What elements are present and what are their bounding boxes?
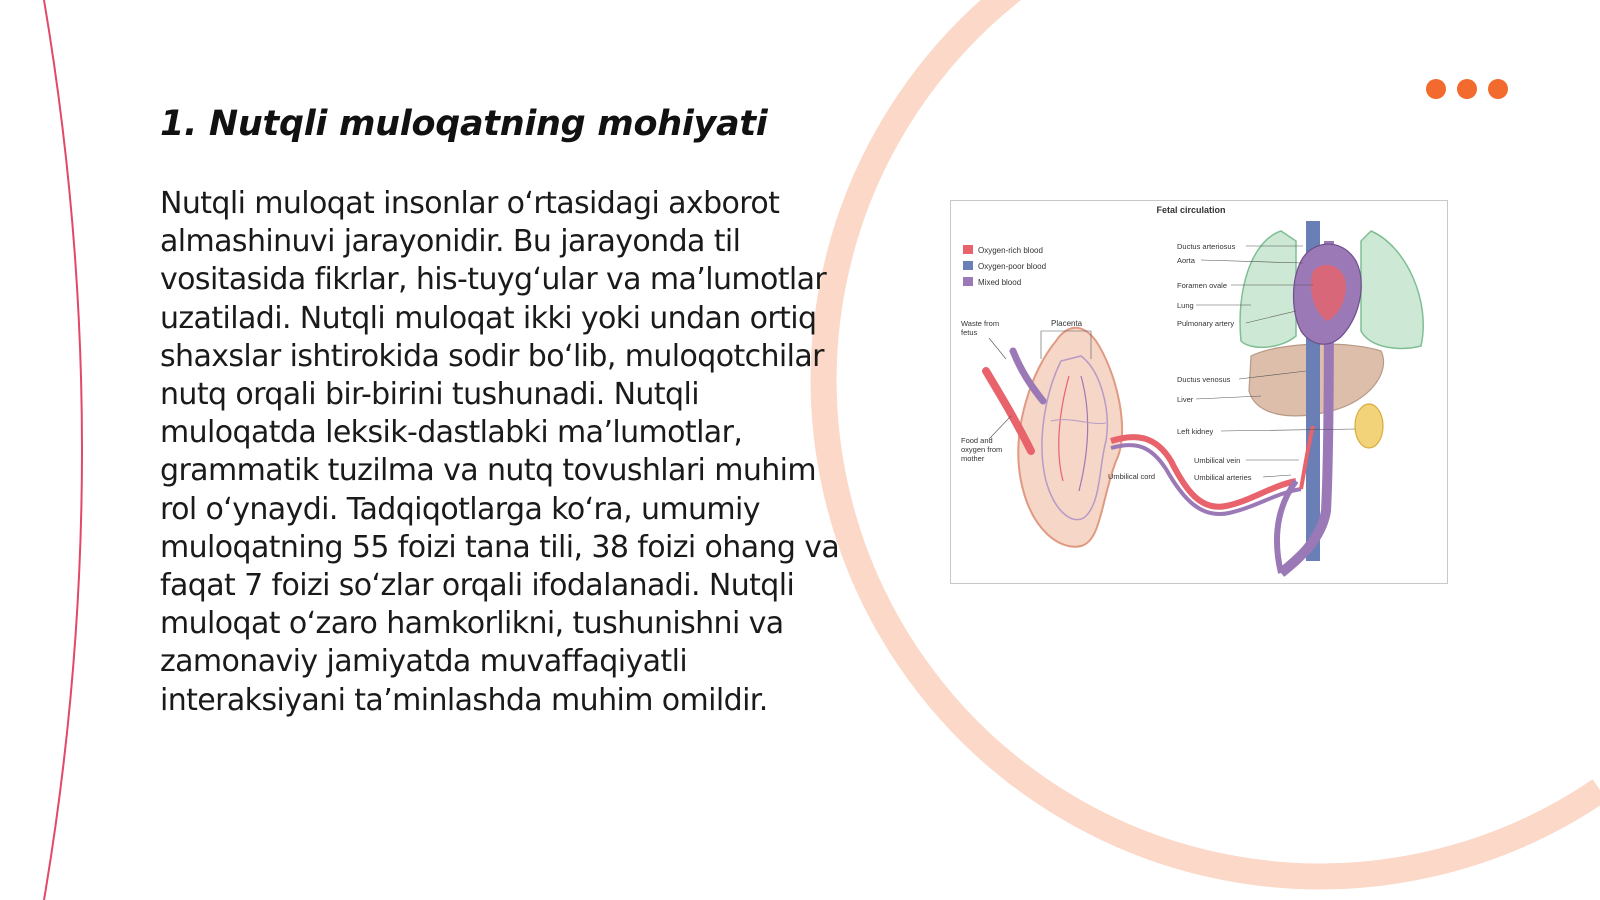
dot-2 [1457,79,1477,99]
slide-title: 1. Nutqli muloqatning mohiyati [160,104,768,144]
legend-swatch-mixed [963,277,973,286]
legend-oxygen-poor: Oxygen-poor blood [978,262,1047,271]
legend-swatch-oxygen-poor [963,261,973,270]
slide-body-text: Nutqli muloqat insonlar o‘rtasidagi axborot almashinuvi jarayonidir. Bu jarayonda til vositasida fikrlar, his-tuyg‘ular va ma’lumotlar uzatiladi. Nutqli muloqat ikki yoki undan ortiq shaxslar ishtirokida sodir bo‘lib, muloqotchilar nutq orqali bir-birini tushunadi. Nutqli muloqatda leksik-dastlabki ma’lumotlar, grammatik tuzilma va nutq tovushlari muhim rol o‘ynaydi. Tadqiqotlarga ko‘ra, umumiy muloqatning 55 foizi tana tili, 38 foizi ohang va faqat 7 foizi so‘zlar orqali ifodalanadi. Nutqli muloqat o‘zaro hamkorlikni, tushunishni va zamonaviy jamiyatda muvaffaqiyatli interaksiyani ta’minlashda muhim omildir. [160,186,840,718]
label-liver: Liver [1177,395,1194,404]
dot-3 [1488,79,1508,99]
legend-oxygen-rich: Oxygen-rich blood [978,246,1043,255]
label-lung: Lung [1177,301,1194,310]
kidney [1355,404,1383,448]
label-food-3: mother [961,454,985,463]
lung-left [1361,231,1423,348]
diagram-legend [963,245,1046,287]
label-aorta: Aorta [1177,256,1195,265]
legend-mixed: Mixed blood [978,278,1022,287]
label-ductus-arteriosus: Ductus arteriosus [1177,242,1236,251]
label-food-1: Food and [961,436,993,445]
diagram-title: Fetal circulation [1156,205,1226,215]
placenta-illustration [1018,328,1122,547]
label-left-kidney: Left kidney [1177,427,1214,436]
label-foramen-ovale: Foramen ovale [1177,281,1228,290]
label-pulmonary-artery: Pulmonary artery [1177,319,1235,328]
dot-1 [1426,79,1446,99]
label-placenta: Placenta [1051,319,1083,328]
label-umbilical-cord: Umbilical cord [1108,472,1156,481]
label-waste-2: fetus [961,328,978,337]
left-edge-curve [44,0,82,900]
label-waste-1: Waste from [961,319,1000,328]
label-ductus-venosus: Ductus venosus [1177,375,1231,384]
label-food-2: oxygen from [961,445,1003,454]
lung-right [1240,231,1296,347]
label-umbilical-vein: Umbilical vein [1194,456,1241,465]
legend-swatch-oxygen-rich [963,245,973,254]
more-dots-icon[interactable] [1426,79,1508,99]
fetal-circulation-figure [950,200,1448,584]
label-umbilical-arteries: Umbilical arteries [1194,473,1252,482]
fetal-circulation-diagram [951,201,1447,583]
